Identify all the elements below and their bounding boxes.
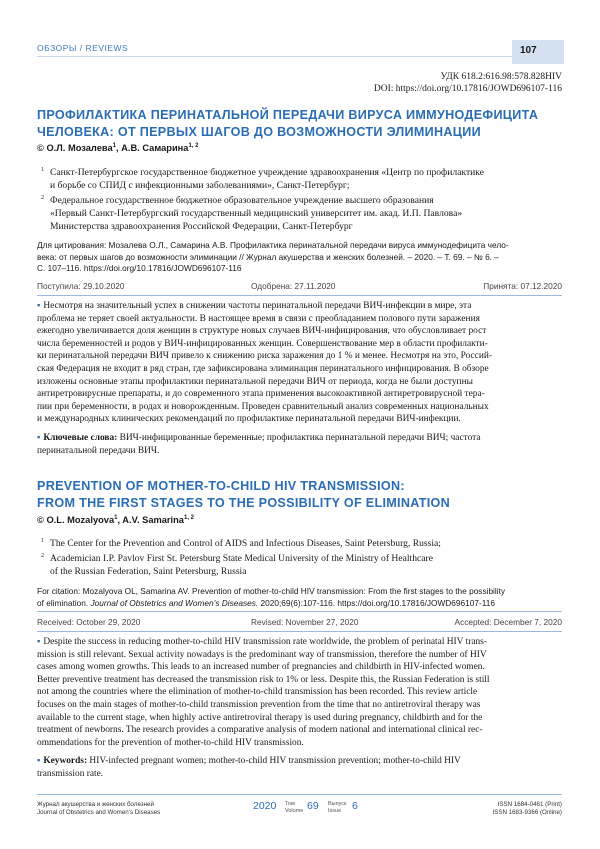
udk-block — [374, 71, 562, 95]
ru-keywords: ▪ Ключевые слова: ВИЧ-инфицированные беременные; профилактика перинатальной передачи ВИЧ; частота перинатальной передачи ВИЧ. — [37, 433, 481, 456]
en-title-line-1: PREVENTION OF MOTHER-TO-CHILD HIV TRANSMISSION: — [37, 479, 405, 493]
header-rule — [37, 56, 512, 57]
en-keywords-label: Keywords: — [43, 756, 88, 766]
ru-accepted: Принята: 07.12.2020 — [483, 281, 562, 291]
ru-author-1: О.Л. Мозалева — [46, 143, 113, 154]
en-dates-rule — [37, 631, 562, 632]
ru-affiliation-2: 2 Федеральное государственное бюджетное образовательное учреждение высшего образования «Первый Санкт-Петербургский государственный медицинский университет им. акад. И.П. Павлова» Министерства здравоохранения Российской Федерации, Санкт-Петербург — [41, 195, 463, 232]
footer-volume-label: Том Volume — [285, 801, 304, 814]
copyright-sign: © — [37, 143, 44, 154]
en-revised: Revised: November 27, 2020 — [251, 617, 359, 627]
ru-dates-rule — [37, 295, 562, 296]
bullet-icon: ▪ — [37, 637, 41, 647]
en-title-line-2: FROM THE FIRST STAGES TO THE POSSIBILITY OF ELIMINATION — [37, 496, 450, 510]
footer-volume: 69 — [307, 800, 319, 812]
ru-affiliations — [37, 166, 557, 233]
footer-year: 2020 — [253, 800, 277, 812]
ru-title — [37, 107, 557, 141]
ru-abstract: ▪ Несмотря на значительный успех в снижении частоты перинатальной передачи ВИЧ-инфекции в мире, эта проблема не теряет своей актуальности. В настоящее время в связи с преобладанием полового пути заражения ежегодно увеличивается доля женщин в структуре новых случаев ВИЧ-инфицирования, что обусловливает рост числа беременностей и родов у ВИЧ-инфицированных женщин. Совершенствование мер в области профилакти- ки перинатальной передачи ВИЧ привело к снижению риска заражения до 1 % и менее. Несмотря на это, Россий- ская Федерация не входит в ряд стран, где зафиксирована элиминация перинатального инфицирования. В обзоре изложены основные этапы профилактики перинатальной передачи ВИЧ от периода, когда не были доступны антиретровирусные препараты, и до современного этапа применения высокоактивной антиретровирусной тера- пии при беременности, в родах и новорожденным. Проведен сравнительный анализ современных национальных и международных клинических рекомендаций по профилактике перинатальной передачи ВИЧ-инфекции. — [37, 301, 492, 425]
en-authors: © O.L. Mozalyova$^1$, A.V. Samarina$^{1, 2}$ — [37, 515, 194, 526]
ru-revised: Одобрена: 27.11.2020 — [251, 281, 336, 291]
ru-received: Поступила: 29.10.2020 — [37, 281, 125, 291]
footer-journal: Журнал акушерства и женских болезней Journal of Obstetrics and Women’s Diseases — [37, 801, 161, 816]
section-label: ОБЗОРЫ / REVIEWS — [37, 43, 129, 53]
doi[interactable]: DOI: https://doi.org/10.17816/JOWD696107-116 — [373, 84, 562, 94]
bullet-icon: ▪ — [37, 301, 41, 311]
en-title — [37, 478, 557, 512]
footer-issn: ISSN 1684-0461 (Print) ISSN 1683-9366 (Online) — [492, 801, 562, 816]
ru-keywords-label: Ключевые слова: — [43, 433, 118, 443]
page-number: 107 — [520, 45, 537, 56]
en-author-1: O.L. Mozalyova — [46, 515, 115, 526]
copyright-sign: © — [37, 515, 44, 526]
footer-issue-label: Выпуск Issue — [328, 801, 347, 814]
en-received: Received: October 29, 2020 — [37, 617, 141, 627]
ru-author-2: , А.В. Самарина — [116, 143, 189, 154]
en-affiliation-2: 2 Academician I.P. Pavlov First St. Petersburg State Medical University of the Ministry of Healthcare of the Russian Federation, Saint Petersburg, Russia — [41, 553, 433, 577]
ru-authors: © О.Л. Мозалева$^1$, А.В. Самарина$^{1, 2}$ — [37, 143, 199, 154]
bullet-icon: ▪ — [37, 433, 41, 443]
en-accepted: Accepted: December 7, 2020 — [454, 617, 562, 627]
en-affiliation-1: 1 The Center for the Prevention and Control of AIDS and Infectious Diseases, Saint Petersburg, Russia; — [41, 538, 441, 549]
ru-affiliation-1: 1 Санкт-Петербургское государственное бюджетное учреждение здравоохранения «Центр по профилактике и борьбе со СПИД с инфекционными заболеваниями», Санкт-Петербург; — [41, 167, 484, 191]
en-affiliations — [37, 537, 557, 578]
en-author-2: , A.V. Samarina — [117, 515, 184, 526]
en-keywords: ▪ Keywords: HIV-infected pregnant women; mother-to-child HIV transmission prevention; mother-to-child HIV transmission rate. — [37, 756, 461, 779]
footer-issue: 6 — [352, 800, 358, 812]
ru-citation: Для цитирования: Мозалева О.Л., Самарина А.В. Профилактика перинатальной передачи вируса иммунодефицита чело- века: от первых шагов до возможности элиминации // Журнал акушерства и женских болезней. – 2020. – Т. 69. – № 6. – С. 107–116. https://doi.org/10.17816/JOWD696107-116 — [37, 240, 509, 273]
ru-title-line-2: ЧЕЛОВЕКА: ОТ ПЕРВЫХ ШАГОВ ДО ВОЗМОЖНОСТИ ЭЛИМИНАЦИИ — [37, 125, 481, 139]
footer-rule — [37, 794, 562, 795]
en-citation-rule — [37, 611, 562, 612]
ru-title-line-1: ПРОФИЛАКТИКА ПЕРИНАТАЛЬНОЙ ПЕРЕДАЧИ ВИРУСА ИММУНОДЕФИЦИТА — [37, 108, 539, 122]
udk-code: УДК 618.2:616.98:578.828HIV — [440, 72, 562, 82]
en-citation: For citation: Mozalyova OL, Samarina AV. Prevention of mother-to-child HIV transmission: From the first stages to the possibility of elimination. Journal of Obstetrics and Women’s Diseases. 2020;69(6):107-116. https://doi.org/10.17816/JOWD696107-116 — [37, 586, 506, 608]
bullet-icon: ▪ — [37, 756, 41, 766]
en-abstract: ▪ Despite the success in reducing mother-to-child HIV transmission rate worldwide, the problem of perinatal HIV trans- mission is still relevant. Sexual activity nowadays is the predominant way of transmission, therefore the number of HIV cases among women growths. This leads to an increased number of pregnancies and childbirth in HIV-infected women. Better preventive treatment has decreased the transmission risk to 1% or less. Despite this, the Russian Federation is still not among the countries where the elimination of mother-to-child transmission has been recorded. This review article focuses on the main stages of mother-to-child transmission prevention from the time that no antiretroviral therapy was available to the current stage, when highly active antiretroviral therapy is used during pregnancy, childbirth and for the treatment of newborns. The research provides a comparative analysis of modern national and international clinical rec- ommendations for the prevention of mother-to-child HIV transmission. — [37, 637, 490, 748]
